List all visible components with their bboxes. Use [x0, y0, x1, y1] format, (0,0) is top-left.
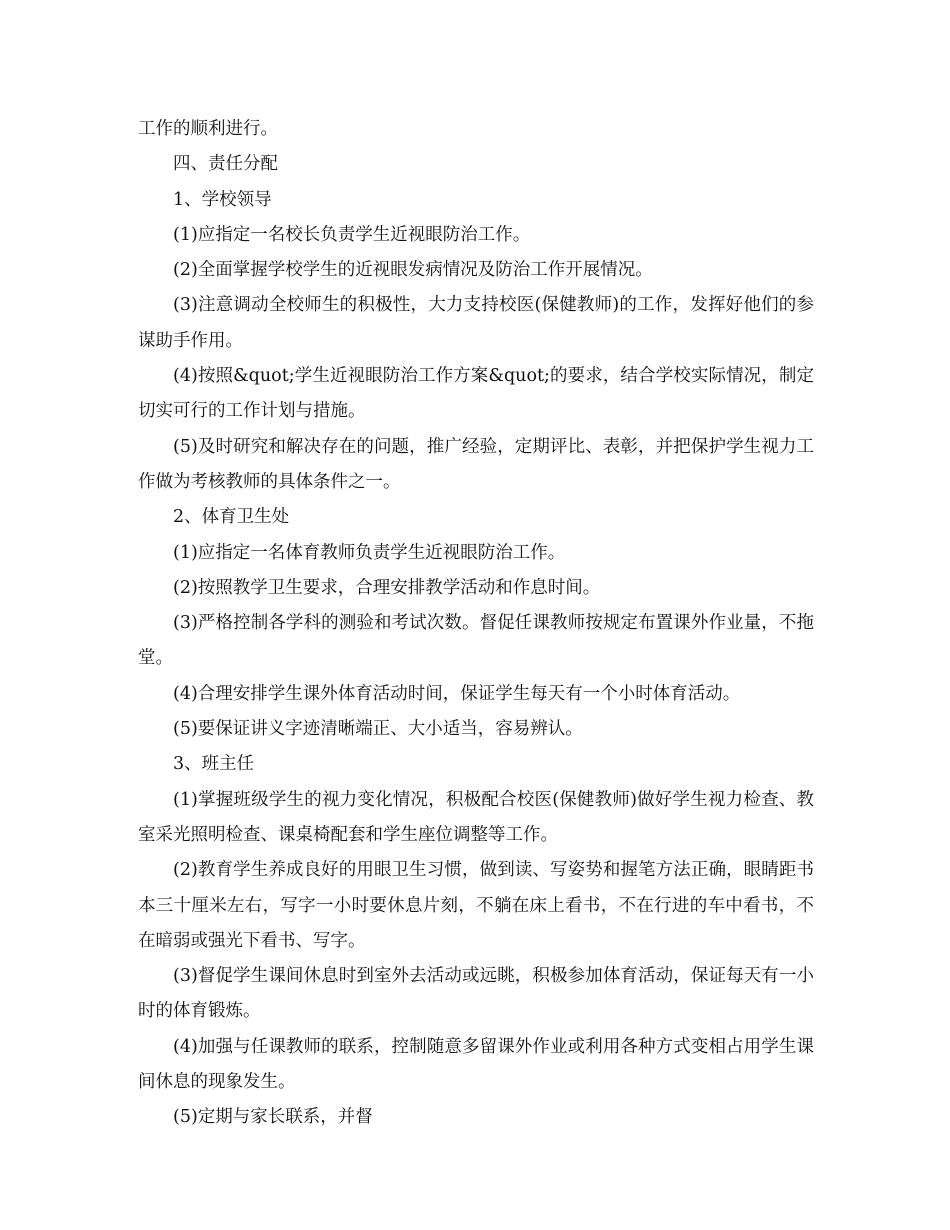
list-item: (5)要保证讲义字迹清晰端正、大小适当，容易辨认。: [173, 719, 583, 740]
document-body: [138, 112, 814, 1136]
list-item: (4)按照&quot;学生近视眼防治工作方案&quot;的要求，结合学校实际情况，制定切实可行的工作计划与措施。: [138, 366, 814, 422]
list-item: (4)合理安排学生课外体育活动时间，保证学生每天有一个小时体育活动。: [173, 683, 741, 704]
list-item: (3)严格控制各学科的测验和考试次数。督促任课教师按规定布置课外作业量，不拖堂。: [138, 613, 814, 669]
list-item: (1)应指定一名体育教师负责学生近视眼防治工作。: [173, 542, 566, 563]
list-item: (5)及时研究和解决存在的问题，推广经验，定期评比、表彰，并把保护学生视力工作做为考核教师的具体条件之一。: [138, 436, 814, 492]
list-item: (5)定期与家长联系，并督: [173, 1107, 373, 1128]
list-item: (4)加强与任课教师的联系，控制随意多留课外作业或利用各种方式变相占用学生课间休息的现象发生。: [138, 1036, 814, 1093]
section-heading-responsibility: 四、责任分配: [173, 154, 278, 175]
list-item: (3)督促学生课间休息时到室外去活动或远眺，积极参加体育活动，保证每天有一小时的体育锻炼。: [138, 966, 814, 1022]
list-item: (1)应指定一名校长负责学生近视眼防治工作。: [173, 224, 531, 245]
list-item: (2)教育学生养成良好的用眼卫生习惯，做到读、写姿势和握笔方法正确，眼睛距书本三十厘米左右，写字一小时要休息片刻，不躺在床上看书，不在行进的车中看书，不在暗弱或强光下看书、写字。: [138, 860, 814, 951]
list-item: (2)全面掌握学校学生的近视眼发病情况及防治工作开展情况。: [173, 260, 653, 281]
list-item: (3)注意调动全校师生的积极性，大力支持校医(保健教师)的工作，发挥好他们的参谋助手作用。: [138, 295, 814, 351]
paragraph-continuation: 工作的顺利进行。: [138, 119, 278, 139]
list-item: (2)按照教学卫生要求，合理安排教学活动和作息时间。: [173, 577, 601, 598]
subheading-school-leaders: 1、学校领导: [173, 189, 272, 210]
subheading-pe-hygiene-office: 2、体育卫生处: [173, 507, 290, 528]
subheading-class-teacher: 3、班主任: [173, 754, 255, 775]
list-item: (1)掌握班级学生的视力变化情况，积极配合校医(保健教师)做好学生视力检查、教室采光照明检查、课桌椅配套和学生座位调整等工作。: [138, 789, 814, 845]
